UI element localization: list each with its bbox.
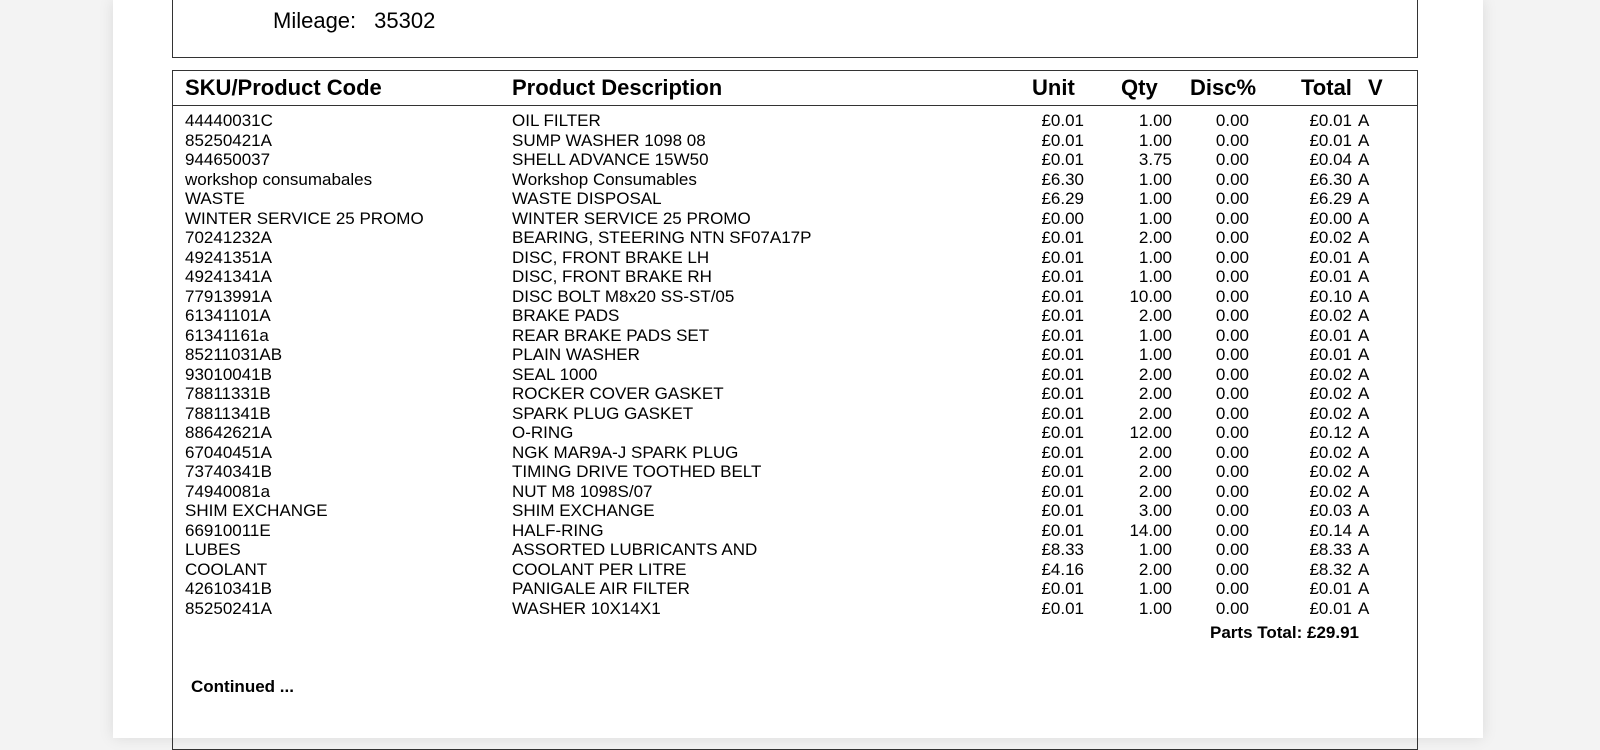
cell-description: SHELL ADVANCE 15W50: [512, 150, 709, 169]
cell-qty: 2.00: [1138, 462, 1172, 481]
cell-vat-code: A: [1358, 189, 1370, 208]
cell-qty: 2.00: [1138, 559, 1172, 579]
cell-sku: WASTE: [185, 189, 245, 208]
cell-description: BEARING, STEERING NTN SF07A17P: [512, 228, 812, 247]
cell-vat-code: A: [1358, 442, 1370, 462]
cell-unit: £0.01: [1041, 247, 1084, 267]
cell-unit: £0.01: [1041, 423, 1084, 442]
table-row: [173, 462, 1417, 482]
header-sku: SKU/Product Code: [185, 75, 382, 100]
cell-description: SEAL 1000: [512, 364, 598, 384]
cell-unit: £0.01: [1041, 501, 1084, 520]
cell-qty: 1.00: [1138, 598, 1172, 618]
cell-unit: £0.01: [1041, 345, 1084, 364]
cell-unit: £0.01: [1041, 228, 1084, 247]
cell-unit: £0.00: [1041, 208, 1084, 228]
table-row: [173, 228, 1417, 248]
invoice-page: [113, 0, 1483, 738]
cell-vat-code: A: [1358, 325, 1370, 345]
cell-total: £0.02: [1309, 403, 1352, 423]
table-row: [173, 521, 1417, 541]
cell-unit: £6.30: [1041, 169, 1084, 189]
cell-sku: 61341101A: [185, 306, 271, 325]
cell-unit: £0.01: [1041, 130, 1084, 150]
cell-description: Workshop Consumables: [512, 169, 697, 189]
cell-qty: 1.00: [1138, 579, 1172, 598]
cell-total: £0.02: [1309, 384, 1352, 403]
cell-qty: 1.00: [1138, 325, 1172, 345]
cell-vat-code: A: [1358, 462, 1370, 481]
cell-sku: 49241351A: [185, 247, 272, 267]
cell-qty: 10.00: [1129, 286, 1172, 306]
vehicle-details-box: [172, 0, 1418, 58]
table-row: [173, 501, 1417, 521]
cell-description: ASSORTED LUBRICANTS AND: [512, 540, 758, 559]
table-row: [173, 111, 1417, 131]
cell-description: REAR BRAKE PADS SET: [512, 325, 710, 345]
cell-description: SHIM EXCHANGE: [512, 501, 655, 520]
cell-vat-code: A: [1358, 520, 1370, 540]
cell-total: £0.04: [1309, 150, 1352, 169]
cell-unit: £0.01: [1041, 364, 1084, 384]
cell-disc: 0.00: [1215, 423, 1249, 442]
cell-unit: £0.01: [1041, 481, 1084, 501]
cell-description: NGK MAR9A-J SPARK PLUG: [512, 442, 739, 462]
cell-vat-code: A: [1358, 150, 1370, 169]
cell-qty: 1.00: [1138, 345, 1172, 364]
cell-description: WINTER SERVICE 25 PROMO: [512, 208, 751, 228]
cell-total: £0.02: [1309, 364, 1352, 384]
cell-vat-code: A: [1358, 306, 1370, 325]
mileage-value: 35302: [374, 8, 436, 33]
cell-sku: 78811331B: [185, 384, 271, 403]
cell-sku: 44440031C: [185, 111, 273, 130]
cell-qty: 2.00: [1138, 306, 1172, 325]
cell-total: £0.01: [1309, 579, 1352, 598]
cell-total: £0.01: [1309, 267, 1352, 286]
cell-unit: £0.01: [1041, 442, 1084, 462]
table-row: [173, 599, 1417, 619]
cell-description: PLAIN WASHER: [512, 345, 640, 364]
cell-description: NUT M8 1098S/07: [512, 481, 653, 501]
cell-qty: 1.00: [1138, 111, 1172, 130]
cell-unit: £0.01: [1041, 325, 1084, 345]
cell-vat-code: A: [1358, 423, 1370, 442]
table-row: [173, 404, 1417, 424]
cell-vat-code: A: [1358, 384, 1370, 403]
cell-disc: 0.00: [1215, 540, 1249, 559]
cell-sku: workshop consumabales: [185, 169, 373, 189]
cell-total: £0.01: [1309, 247, 1352, 267]
cell-description: OIL FILTER: [512, 111, 601, 130]
cell-vat-code: A: [1358, 559, 1370, 579]
cell-sku: 944650037: [185, 150, 271, 169]
continued-note: Continued ...: [191, 677, 294, 696]
parts-table: [172, 70, 1418, 750]
cell-sku: 42610341B: [185, 579, 272, 598]
cell-total: £0.14: [1309, 520, 1352, 540]
cell-description: DISC, FRONT BRAKE RH: [512, 267, 712, 286]
cell-qty: 14.00: [1129, 520, 1172, 540]
cell-sku: 85211031AB: [185, 345, 283, 364]
table-row: [173, 540, 1417, 560]
cell-total: £0.01: [1309, 130, 1352, 150]
table-row: [173, 579, 1417, 599]
header-total: Total: [1301, 75, 1352, 100]
table-row: [173, 189, 1417, 209]
cell-disc: 0.00: [1215, 501, 1249, 520]
cell-total: £0.01: [1309, 598, 1352, 618]
table-header: [173, 71, 1417, 106]
table-body: [173, 111, 1417, 618]
cell-sku: 77913991A: [185, 286, 272, 306]
table-row: [173, 482, 1417, 502]
cell-unit: £0.01: [1041, 267, 1084, 286]
cell-sku: WINTER SERVICE 25 PROMO: [185, 208, 424, 228]
cell-disc: 0.00: [1215, 403, 1249, 423]
cell-qty: 1.00: [1138, 267, 1172, 286]
cell-sku: SHIM EXCHANGE: [185, 501, 328, 520]
cell-sku: 85250241A: [185, 598, 272, 618]
cell-disc: 0.00: [1215, 169, 1249, 189]
cell-unit: £4.16: [1041, 559, 1084, 579]
cell-disc: 0.00: [1215, 228, 1249, 247]
mileage-label: Mileage:: [273, 8, 357, 33]
cell-total: £0.10: [1309, 286, 1352, 306]
cell-vat-code: A: [1358, 598, 1370, 618]
cell-qty: 3.00: [1138, 501, 1172, 520]
cell-total: £8.32: [1309, 559, 1352, 579]
header-unit: Unit: [1032, 75, 1075, 100]
cell-description: BRAKE PADS: [512, 306, 620, 325]
cell-unit: £8.33: [1041, 540, 1084, 559]
cell-disc: 0.00: [1215, 306, 1249, 325]
cell-disc: 0.00: [1215, 208, 1249, 228]
cell-disc: 0.00: [1215, 286, 1249, 306]
cell-disc: 0.00: [1215, 481, 1249, 501]
cell-vat-code: A: [1358, 364, 1370, 384]
cell-description: WASHER 10X14X1: [512, 598, 661, 618]
cell-disc: 0.00: [1215, 325, 1249, 345]
cell-vat-code: A: [1358, 169, 1370, 189]
cell-qty: 1.00: [1138, 247, 1172, 267]
cell-disc: 0.00: [1215, 267, 1249, 286]
cell-description: ROCKER COVER GASKET: [512, 384, 724, 403]
cell-sku: 49241341A: [185, 267, 272, 286]
cell-vat-code: A: [1358, 286, 1370, 306]
table-row: [173, 345, 1417, 365]
cell-vat-code: A: [1358, 579, 1370, 598]
cell-disc: 0.00: [1215, 384, 1249, 403]
cell-total: £0.01: [1309, 111, 1352, 130]
cell-unit: £0.01: [1041, 150, 1084, 169]
cell-sku: 66910011E: [185, 520, 271, 540]
cell-unit: £0.01: [1041, 462, 1084, 481]
table-row: [173, 443, 1417, 463]
cell-unit: £6.29: [1041, 189, 1084, 208]
cell-description: COOLANT PER LITRE: [512, 559, 687, 579]
cell-sku: 93010041B: [185, 364, 272, 384]
cell-vat-code: A: [1358, 501, 1370, 520]
table-row: [173, 306, 1417, 326]
cell-qty: 2.00: [1138, 384, 1172, 403]
cell-sku: LUBES: [185, 540, 241, 559]
cell-total: £0.01: [1309, 325, 1352, 345]
cell-disc: 0.00: [1215, 364, 1249, 384]
table-row: [173, 365, 1417, 385]
cell-qty: 2.00: [1138, 442, 1172, 462]
table-row: [173, 560, 1417, 580]
header-vat-code: V: [1368, 75, 1383, 100]
cell-sku: 73740341B: [185, 462, 272, 481]
cell-total: £0.03: [1309, 501, 1352, 520]
cell-qty: 1.00: [1138, 189, 1172, 208]
table-row: [173, 209, 1417, 229]
cell-description: SPARK PLUG GASKET: [512, 403, 694, 423]
cell-description: DISC BOLT M8x20 SS-ST/05: [512, 286, 735, 306]
cell-total: £0.02: [1309, 228, 1352, 247]
cell-total: £6.29: [1309, 189, 1352, 208]
cell-vat-code: A: [1358, 481, 1370, 501]
cell-sku: COOLANT: [185, 559, 268, 579]
cell-unit: £0.01: [1041, 520, 1084, 540]
mileage: [273, 8, 435, 34]
cell-vat-code: A: [1358, 228, 1370, 247]
table-row: [173, 150, 1417, 170]
cell-description: DISC, FRONT BRAKE LH: [512, 247, 710, 267]
cell-sku: 70241232A: [185, 228, 272, 247]
table-row: [173, 384, 1417, 404]
table-row: [173, 326, 1417, 346]
cell-unit: £0.01: [1041, 579, 1084, 598]
cell-vat-code: A: [1358, 130, 1370, 150]
cell-qty: 12.00: [1129, 423, 1172, 442]
cell-sku: 88642621A: [185, 423, 272, 442]
cell-description: TIMING DRIVE TOOTHED BELT: [512, 462, 762, 481]
cell-sku: 78811341B: [185, 403, 271, 423]
cell-vat-code: A: [1358, 540, 1370, 559]
cell-disc: 0.00: [1215, 598, 1249, 618]
cell-total: £8.33: [1309, 540, 1352, 559]
cell-disc: 0.00: [1215, 247, 1249, 267]
table-row: [173, 287, 1417, 307]
cell-disc: 0.00: [1215, 111, 1249, 130]
table-row: [173, 248, 1417, 268]
cell-disc: 0.00: [1215, 130, 1249, 150]
cell-vat-code: A: [1358, 247, 1370, 267]
cell-disc: 0.00: [1215, 520, 1249, 540]
cell-disc: 0.00: [1215, 150, 1249, 169]
cell-disc: 0.00: [1215, 579, 1249, 598]
cell-qty: 3.75: [1138, 150, 1172, 169]
parts-total: Parts Total: £29.91: [1210, 623, 1359, 642]
cell-total: £0.02: [1309, 442, 1352, 462]
table-row: [173, 131, 1417, 151]
cell-disc: 0.00: [1215, 462, 1249, 481]
cell-sku: 85250421A: [185, 130, 272, 150]
table-row: [173, 170, 1417, 190]
cell-sku: 67040451A: [185, 442, 272, 462]
cell-qty: 2.00: [1138, 403, 1172, 423]
cell-disc: 0.00: [1215, 189, 1249, 208]
cell-vat-code: A: [1358, 345, 1370, 364]
cell-vat-code: A: [1358, 403, 1370, 423]
cell-description: SUMP WASHER 1098 08: [512, 130, 706, 150]
cell-total: £0.02: [1309, 306, 1352, 325]
cell-total: £0.00: [1309, 208, 1352, 228]
cell-disc: 0.00: [1215, 345, 1249, 364]
table-row: [173, 423, 1417, 443]
header-description: Product Description: [512, 75, 723, 100]
cell-disc: 0.00: [1215, 442, 1249, 462]
cell-vat-code: A: [1358, 267, 1370, 286]
cell-total: £0.02: [1309, 462, 1352, 481]
cell-total: £6.30: [1309, 169, 1352, 189]
cell-unit: £0.01: [1041, 306, 1084, 325]
cell-sku: 61341161a: [185, 325, 269, 345]
cell-description: HALF-RING: [512, 520, 604, 540]
cell-description: PANIGALE AIR FILTER: [512, 579, 690, 598]
cell-disc: 0.00: [1215, 559, 1249, 579]
cell-unit: £0.01: [1041, 111, 1084, 130]
cell-description: WASTE DISPOSAL: [512, 189, 662, 208]
cell-qty: 1.00: [1138, 169, 1172, 189]
cell-qty: 2.00: [1138, 481, 1172, 501]
cell-total: £0.12: [1309, 423, 1352, 442]
header-disc: Disc%: [1190, 75, 1257, 100]
cell-total: £0.01: [1309, 345, 1352, 364]
cell-unit: £0.01: [1041, 384, 1084, 403]
cell-total: £0.02: [1309, 481, 1352, 501]
cell-vat-code: A: [1358, 111, 1370, 130]
cell-sku: 74940081a: [185, 481, 271, 501]
cell-qty: 1.00: [1138, 130, 1172, 150]
header-qty: Qty: [1121, 75, 1158, 100]
table-row: [173, 267, 1417, 287]
cell-qty: 2.00: [1138, 228, 1172, 247]
cell-unit: £0.01: [1041, 403, 1084, 423]
cell-unit: £0.01: [1041, 286, 1084, 306]
cell-description: O-RING: [512, 423, 574, 442]
cell-qty: 2.00: [1138, 364, 1172, 384]
cell-vat-code: A: [1358, 208, 1370, 228]
cell-qty: 1.00: [1138, 540, 1172, 559]
cell-unit: £0.01: [1041, 598, 1084, 618]
cell-qty: 1.00: [1138, 208, 1172, 228]
